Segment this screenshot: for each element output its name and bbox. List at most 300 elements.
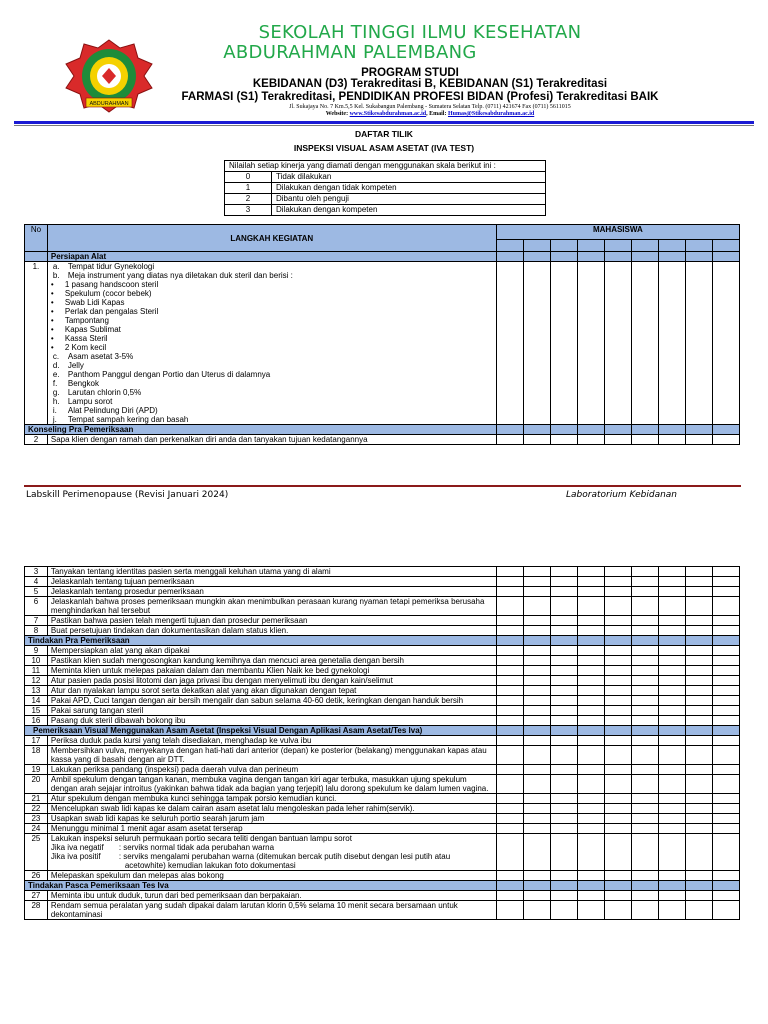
- checkbox-cell[interactable]: [523, 706, 550, 716]
- checkbox-cell[interactable]: [631, 567, 658, 577]
- list-item: i. Alat Pelindung Diri (APD): [52, 406, 158, 415]
- checkbox-cell[interactable]: [631, 765, 658, 775]
- checkbox-cell[interactable]: [631, 587, 658, 597]
- checkbox-cell[interactable]: [550, 676, 577, 686]
- checkbox-cell[interactable]: [631, 794, 658, 804]
- checkbox-cell[interactable]: [712, 626, 739, 636]
- checkbox-cell[interactable]: [604, 646, 631, 656]
- checkbox-cell[interactable]: [550, 824, 577, 834]
- checkbox-cell[interactable]: [523, 891, 550, 901]
- checkbox-cell[interactable]: [577, 577, 604, 587]
- checkbox-cell[interactable]: [550, 567, 577, 577]
- checkbox-cell[interactable]: [496, 775, 523, 794]
- checkbox-cell[interactable]: [496, 765, 523, 775]
- checkbox-cell[interactable]: [523, 567, 550, 577]
- checkbox-cell[interactable]: [685, 696, 712, 706]
- table-row: 14 Pakai APD, Cuci tangan dengan air bersih mengalir dan sabun selama 40-60 detik, keringkan dengan handuk bersih: [25, 696, 740, 706]
- checkbox-cell[interactable]: [685, 736, 712, 746]
- checkbox-cell[interactable]: [658, 716, 685, 726]
- checkbox-cell[interactable]: [496, 587, 523, 597]
- checkbox-cell[interactable]: [631, 716, 658, 726]
- checkbox-cell[interactable]: [577, 824, 604, 834]
- checkbox-cell[interactable]: [658, 686, 685, 696]
- checkbox-cell[interactable]: [631, 814, 658, 824]
- checkbox-cell[interactable]: [631, 804, 658, 814]
- checkbox-cell[interactable]: [577, 696, 604, 706]
- checkbox-cell[interactable]: [712, 646, 739, 656]
- checkbox-cell[interactable]: [604, 814, 631, 824]
- checkbox-cell[interactable]: [550, 666, 577, 676]
- table-row: 10 Pastikan klien sudah mengosongkan kandung kemihnya dan mencuci area genetalia dengan bersih: [25, 656, 740, 666]
- checkbox-cell[interactable]: [604, 656, 631, 666]
- checkbox-cell[interactable]: [685, 666, 712, 676]
- checkbox-cell[interactable]: [523, 696, 550, 706]
- checkbox-cell[interactable]: [658, 626, 685, 636]
- checkbox-cell[interactable]: [658, 616, 685, 626]
- checkbox-cell[interactable]: [658, 765, 685, 775]
- checkbox-cell[interactable]: [712, 794, 739, 804]
- list-item: j. Tempat sampah kering dan basah: [52, 415, 189, 424]
- scale-table: [224, 160, 546, 216]
- checkbox-cell[interactable]: [685, 794, 712, 804]
- checkbox-cell[interactable]: [685, 686, 712, 696]
- checkbox-cell[interactable]: [523, 804, 550, 814]
- checkbox-cell[interactable]: [631, 666, 658, 676]
- checkbox-cell[interactable]: [577, 891, 604, 901]
- checkbox-cell[interactable]: [604, 891, 631, 901]
- checkbox-cell[interactable]: [685, 646, 712, 656]
- website-link[interactable]: www.Stikesabdurahman.ac.id: [349, 111, 427, 117]
- checkbox-cell[interactable]: [658, 824, 685, 834]
- checkbox-cell[interactable]: [631, 577, 658, 587]
- address: Jl. Sukajaya No. 7 Km.5,5 Kel. Sukabangun Palembang - Sumatera Selatan Telp. (0711) 421674 Fax (0711) 5611015: [289, 104, 571, 110]
- checkbox-cell[interactable]: [604, 676, 631, 686]
- checkbox-cell[interactable]: [496, 666, 523, 676]
- checkbox-cell[interactable]: [604, 775, 631, 794]
- checkbox-cell[interactable]: [523, 577, 550, 587]
- section-row: [25, 636, 740, 646]
- checkbox-cell[interactable]: [523, 676, 550, 686]
- header-rule-thin: [14, 125, 754, 126]
- checkbox-cell[interactable]: [631, 656, 658, 666]
- table-row: 18 Membersihkan vulva, menyekanya dengan hati-hati dari anterior (depan) ke posterior (belakang) menggunakan kapas atau kassa yang di basahi dengan air DTT.: [25, 746, 740, 765]
- table-row: 28 Rendam semua peralatan yang sudah dipakai dalam larutan klorin 0,5% selama 10 menit secara bersamaan untuk dekontaminasi: [25, 901, 740, 920]
- checkbox-cell[interactable]: [604, 824, 631, 834]
- checkbox-cell[interactable]: [658, 587, 685, 597]
- checkbox-cell[interactable]: [550, 746, 577, 765]
- checkbox-cell[interactable]: [712, 716, 739, 726]
- section-konseling: Konseling Pra Pemeriksaan: [25, 425, 497, 435]
- checkbox-cell[interactable]: [604, 716, 631, 726]
- checkbox-cell[interactable]: [658, 567, 685, 577]
- section-tindakan-pasca: Tindakan Pasca Pemeriksaan Tes Iva: [25, 881, 497, 891]
- checkbox-cell[interactable]: [550, 814, 577, 824]
- checkbox-cell[interactable]: [523, 736, 550, 746]
- checkbox-cell[interactable]: [496, 616, 523, 626]
- table-row: 6 Jelaskanlah bahwa proses pemeriksaan mungkin akan menimbulkan perasaan kurang nyaman tetapi pemeriksa berusaha menghindarkan hal tersebut: [25, 597, 740, 616]
- checkbox-cell[interactable]: [658, 901, 685, 920]
- list-item: h. Lampu sorot: [52, 397, 113, 406]
- section-row: [25, 881, 740, 891]
- table-row: 21 Atur spekulum dengan membuka kunci sehingga tampak porsio kemudian kunci.: [25, 794, 740, 804]
- section-row: [25, 726, 740, 736]
- checkbox-cell[interactable]: [631, 626, 658, 636]
- table-row: 24 Menunggu minimal 1 menit agar asam asetat terserap: [25, 824, 740, 834]
- checkbox-cell[interactable]: [712, 577, 739, 587]
- checklist-table-page2: [24, 566, 740, 920]
- checkbox-cell[interactable]: [496, 891, 523, 901]
- checkbox-cell[interactable]: [577, 901, 604, 920]
- checkbox-cell[interactable]: [685, 804, 712, 814]
- footer-right: Laboratorium Kebidanan: [566, 490, 678, 500]
- checkbox-cell[interactable]: [523, 646, 550, 656]
- checkbox-cell[interactable]: [577, 567, 604, 577]
- checkbox-cell[interactable]: [496, 901, 523, 920]
- table-row: 2 Sapa klien dengan ramah dan perkenalkan diri anda dan tanyakan tujuan kedatangannya: [25, 435, 740, 445]
- contact-line: Website: www.Stikesabdurahman.ac.id, Email: Humas@Stikesabdurahman.ac.id: [325, 111, 535, 117]
- checkbox-cell[interactable]: [631, 775, 658, 794]
- checkbox-cell[interactable]: [685, 587, 712, 597]
- checkbox-cell[interactable]: [658, 775, 685, 794]
- scale-intro: Nilailah setiap kinerja yang diamati dengan menggunakan skala berikut ini :: [225, 161, 546, 172]
- list-item: f. Bengkok: [52, 379, 99, 388]
- website-label: Website:: [325, 111, 349, 117]
- footer-rule: [24, 485, 741, 487]
- checkbox-cell[interactable]: [658, 696, 685, 706]
- program-label: PROGRAM STUDI: [361, 67, 459, 79]
- checkbox-cell[interactable]: [712, 746, 739, 765]
- checkbox-cell[interactable]: [523, 775, 550, 794]
- checkbox-cell[interactable]: [550, 736, 577, 746]
- checkbox-cell[interactable]: [685, 891, 712, 901]
- checkbox-cell[interactable]: [685, 597, 712, 616]
- checkbox-cell[interactable]: [712, 676, 739, 686]
- checkbox-cell[interactable]: [496, 262, 523, 425]
- checkbox-cell[interactable]: [604, 626, 631, 636]
- list-item: g. Larutan chlorin 0,5%: [52, 388, 142, 397]
- checkbox-cell[interactable]: [685, 706, 712, 716]
- checkbox-cell[interactable]: [550, 577, 577, 587]
- checkbox-cell[interactable]: [712, 567, 739, 577]
- checkbox-cell[interactable]: [712, 597, 739, 616]
- checkbox-cell[interactable]: [523, 794, 550, 804]
- table-row: 3 Tanyakan tentang identitas pasien serta menggali keluhan utama yang di alami: [25, 567, 740, 577]
- table-row: 5 Jelaskanlah tentang prosedur pemeriksaan: [25, 587, 740, 597]
- checkbox-cell[interactable]: [577, 706, 604, 716]
- table-header-row: [25, 225, 740, 240]
- checkbox-cell[interactable]: [685, 567, 712, 577]
- checkbox-cell[interactable]: [685, 716, 712, 726]
- list-item: • Tampontang: [50, 316, 109, 325]
- checkbox-cell[interactable]: [496, 706, 523, 716]
- checkbox-cell[interactable]: [658, 736, 685, 746]
- checkbox-cell[interactable]: [577, 656, 604, 666]
- checkbox-cell[interactable]: [712, 616, 739, 626]
- list-item: • 2 Kom kecil: [50, 343, 107, 352]
- checkbox-cell[interactable]: [604, 577, 631, 587]
- checkbox-cell[interactable]: [577, 794, 604, 804]
- checkbox-cell[interactable]: [712, 775, 739, 794]
- checkbox-cell[interactable]: [604, 616, 631, 626]
- checkbox-cell[interactable]: [550, 765, 577, 775]
- checkbox-cell[interactable]: [550, 794, 577, 804]
- checkbox-cell[interactable]: [604, 736, 631, 746]
- table-row: 13 Atur dan nyalakan lampu sorot serta dekatkan alat yang akan digunakan dengan tepat: [25, 686, 740, 696]
- checkbox-cell[interactable]: [712, 736, 739, 746]
- institution-name-line2: ABDURAHMAN PALEMBANG: [223, 42, 477, 63]
- checkbox-cell[interactable]: [685, 765, 712, 775]
- list-item: e. Panthom Panggul dengan Portio dan Uterus di dalamnya: [52, 370, 271, 379]
- checkbox-cell[interactable]: [685, 824, 712, 834]
- checkbox-cell[interactable]: [523, 814, 550, 824]
- checkbox-cell[interactable]: [685, 676, 712, 686]
- checkbox-cell[interactable]: [658, 646, 685, 656]
- checkbox-cell[interactable]: [685, 656, 712, 666]
- scale-row: 0 Tidak dilakukan: [225, 172, 546, 183]
- checkbox-cell[interactable]: [577, 716, 604, 726]
- checkbox-cell[interactable]: [577, 814, 604, 824]
- list-item: • 1 pasang handscoon steril: [50, 280, 159, 289]
- table-row: 1. a. Tempat tidur Gynekologi b. Meja instrument yang diatas nya diletakan duk steril dan berisi : • 1 pasang handscoon steril • Spekulum (cocor bebek) • Swab Lidi Kapas • Perlak dan pengalas Steril • Tampontang • Kapas Sublimat • Kassa Steril • 2 Kom kecil c. Asam asetat 3-5% d. Jelly e. Panthom Panggul dengan Portio dan Uterus di dalamnya f. Bengkok g. Larutan chlorin 0,5% h. Lampu sorot i. Alat Pelindung Diri (APD) j. Tempat sampah kering dan basah: [25, 262, 740, 425]
- checkbox-cell[interactable]: [631, 676, 658, 686]
- checkbox-cell[interactable]: [550, 706, 577, 716]
- checkbox-cell[interactable]: [604, 804, 631, 814]
- instrument-list: [51, 280, 493, 352]
- checkbox-cell[interactable]: [523, 746, 550, 765]
- checkbox-cell[interactable]: [496, 794, 523, 804]
- list-item: d. Jelly: [52, 361, 84, 370]
- checkbox-cell[interactable]: [496, 577, 523, 587]
- table-row: 12 Atur pasien pada posisi litotomi dan jaga privasi ibu dengan menyelimuti ibu dengan kain/selimut: [25, 676, 740, 686]
- table-row: 9 Mempersiapkan alat yang akan dipakai: [25, 646, 740, 656]
- checkbox-cell[interactable]: [712, 891, 739, 901]
- checkbox-cell[interactable]: [577, 775, 604, 794]
- checkbox-cell[interactable]: [631, 746, 658, 765]
- checkbox-cell[interactable]: [550, 686, 577, 696]
- checkbox-cell[interactable]: [604, 567, 631, 577]
- checkbox-cell[interactable]: [631, 696, 658, 706]
- col-student-header: MAHASISWA: [496, 225, 739, 240]
- checkbox-cell[interactable]: [658, 706, 685, 716]
- checkbox-cell[interactable]: [550, 775, 577, 794]
- checkbox-cell[interactable]: [496, 656, 523, 666]
- checkbox-cell[interactable]: [658, 891, 685, 901]
- checkbox-cell[interactable]: [496, 824, 523, 834]
- section-row: [25, 252, 740, 262]
- checkbox-cell[interactable]: [550, 901, 577, 920]
- checkbox-cell[interactable]: [496, 567, 523, 577]
- checkbox-cell[interactable]: [550, 616, 577, 626]
- checkbox-cell[interactable]: [496, 676, 523, 686]
- checkbox-cell[interactable]: [523, 666, 550, 676]
- checkbox-cell[interactable]: [496, 814, 523, 824]
- checkbox-cell[interactable]: [496, 746, 523, 765]
- checkbox-cell[interactable]: [658, 656, 685, 666]
- checkbox-cell[interactable]: [604, 746, 631, 765]
- checkbox-cell[interactable]: [685, 775, 712, 794]
- checkbox-cell[interactable]: [685, 577, 712, 587]
- checkbox-cell[interactable]: [523, 901, 550, 920]
- checkbox-cell[interactable]: [523, 686, 550, 696]
- checkbox-cell[interactable]: [496, 686, 523, 696]
- table-row: 19 Lakukan periksa pandang (inspeksi) pada daerah vulva dan perineum: [25, 765, 740, 775]
- checkbox-cell[interactable]: [712, 587, 739, 597]
- table-row: 23 Usapkan swab lidi kapas ke seluruh portio searah jarum jam: [25, 814, 740, 824]
- checkbox-cell[interactable]: [631, 706, 658, 716]
- checkbox-cell[interactable]: [550, 587, 577, 597]
- step-1-content: a. Tempat tidur Gynekologi b. Meja instrument yang diatas nya diletakan duk steril dan berisi : • 1 pasang handscoon steril • Spekulum (cocor bebek) • Swab Lidi Kapas • Perlak dan pengalas Steril • Tampontang • Kapas Sublimat • Kassa Steril • 2 Kom kecil c. Asam asetat 3-5% d. Jelly e. Panthom Panggul dengan Portio dan Uterus di dalamnya f. Bengkok g. Larutan chlorin 0,5% h. Lampu sorot i. Alat Pelindung Diri (APD) j. Tempat sampah kering dan basah: [47, 262, 496, 425]
- checkbox-cell[interactable]: [577, 765, 604, 775]
- institution-name-line1: SEKOLAH TINGGI ILMU KESEHATAN: [258, 22, 582, 43]
- checkbox-cell[interactable]: [712, 804, 739, 814]
- checkbox-cell[interactable]: [577, 736, 604, 746]
- checkbox-cell[interactable]: [550, 597, 577, 616]
- checkbox-cell[interactable]: [685, 626, 712, 636]
- checkbox-cell[interactable]: [604, 587, 631, 597]
- checkbox-cell[interactable]: [550, 804, 577, 814]
- checkbox-cell[interactable]: [577, 804, 604, 814]
- checkbox-cell[interactable]: [523, 656, 550, 666]
- checkbox-cell[interactable]: [712, 765, 739, 775]
- list-item: • Perlak dan pengalas Steril: [50, 307, 159, 316]
- program-line2: FARMASI (S1) Terakreditasi, PENDIDIKAN PROFESI BIDAN (Profesi) Terakreditasi BAIK: [181, 91, 659, 103]
- checkbox-cell[interactable]: [496, 804, 523, 814]
- institution-logo: [64, 38, 154, 114]
- step-25-content: Lakukan inspeksi seluruh permukaan portio secara teliti dengan bantuan lampu sorot Jika iva negatif : serviks normal tidak ada perubahan warna Jika iva positif : serviks mengalami perubahan warna (ditemukan bercak putih disebut dengan lesi putih atau acetowhite) kemudian lakukan foto dokumentasi: [47, 834, 496, 871]
- checkbox-cell[interactable]: [658, 577, 685, 587]
- list-item: • Kassa Steril: [50, 334, 108, 343]
- email-label: Email:: [429, 111, 447, 117]
- checkbox-cell[interactable]: [631, 597, 658, 616]
- checkbox-cell[interactable]: [577, 597, 604, 616]
- table-row: 8 Buat persetujuan tindakan dan dokumentasikan dalam status klien.: [25, 626, 740, 636]
- list-item: • Kapas Sublimat: [50, 325, 121, 334]
- checkbox-cell[interactable]: [496, 696, 523, 706]
- checkbox-cell[interactable]: [631, 901, 658, 920]
- section-row: [25, 425, 740, 435]
- checkbox-cell[interactable]: [631, 891, 658, 901]
- checkbox-cell[interactable]: [523, 616, 550, 626]
- checkbox-cell[interactable]: [631, 686, 658, 696]
- table-row: 11 Meminta klien untuk melepas pakaian dalam dan membantu Klien Naik ke bed gynekologi: [25, 666, 740, 676]
- list-item: • Spekulum (cocor bebek): [50, 289, 152, 298]
- scale-row: 2 Dibantu oleh penguji: [225, 194, 546, 205]
- checkbox-cell[interactable]: [577, 746, 604, 765]
- section-tindakan-pra: Tindakan Pra Pemeriksaan: [25, 636, 497, 646]
- checkbox-cell[interactable]: [577, 616, 604, 626]
- checkbox-cell[interactable]: [631, 736, 658, 746]
- checkbox-cell[interactable]: [658, 676, 685, 686]
- list-item: • Swab Lidi Kapas: [50, 298, 125, 307]
- program-line1: KEBIDANAN (D3) Terakreditasi B, KEBIDANAN (S1) Terakreditasi: [252, 78, 608, 90]
- table-row: 26 Melepaskan spekulum dan melepas alas bokong: [25, 871, 740, 881]
- checkbox-cell[interactable]: [712, 706, 739, 716]
- footer-left: Labskill Perimenopause (Revisi Januari 2024): [26, 490, 229, 500]
- checkbox-cell[interactable]: [577, 587, 604, 597]
- checkbox-cell[interactable]: [550, 696, 577, 706]
- checkbox-cell[interactable]: [712, 814, 739, 824]
- checkbox-cell[interactable]: [631, 646, 658, 656]
- col-no-header: No: [25, 225, 48, 252]
- table-row: 22 Mencelupkan swab lidi kapas ke dalam cairan asam asetat lalu mengoleskan pada leher rahim(servik).: [25, 804, 740, 814]
- checkbox-cell[interactable]: [496, 597, 523, 616]
- section-persiapan: Persiapan Alat: [47, 252, 496, 262]
- checkbox-cell[interactable]: [685, 746, 712, 765]
- checkbox-cell[interactable]: [523, 597, 550, 616]
- checkbox-cell[interactable]: [523, 716, 550, 726]
- checkbox-cell[interactable]: [712, 901, 739, 920]
- checkbox-cell[interactable]: [523, 765, 550, 775]
- checkbox-cell[interactable]: [712, 666, 739, 676]
- checkbox-cell[interactable]: [577, 666, 604, 676]
- checkbox-cell[interactable]: [685, 814, 712, 824]
- table-row: 15 Pakai sarung tangan steril: [25, 706, 740, 716]
- checkbox-cell[interactable]: [496, 736, 523, 746]
- section-pemeriksaan: Pemeriksaan Visual Menggunakan Asam Asetat (Inspeksi Visual Dengan Aplikasi Asam Asetat/Tes Iva): [25, 726, 497, 736]
- checkbox-cell[interactable]: [550, 626, 577, 636]
- checkbox-cell[interactable]: [577, 676, 604, 686]
- checkbox-cell[interactable]: [577, 646, 604, 656]
- checkbox-cell[interactable]: [631, 616, 658, 626]
- checkbox-cell[interactable]: [496, 716, 523, 726]
- checkbox-cell[interactable]: [550, 646, 577, 656]
- table-row: 7 Pastikan bahwa pasien telah mengerti tujuan dan prosedur pemeriksaan: [25, 616, 740, 626]
- checkbox-cell[interactable]: [604, 901, 631, 920]
- checkbox-cell[interactable]: [550, 716, 577, 726]
- checkbox-cell[interactable]: [604, 794, 631, 804]
- checkbox-cell[interactable]: [604, 666, 631, 676]
- checkbox-cell[interactable]: [604, 765, 631, 775]
- table-row: 25 Lakukan inspeksi seluruh permukaan portio secara teliti dengan bantuan lampu sorot Jika iva negatif : serviks normal tidak ada perubahan warna Jika iva positif : serviks mengalami perubahan warna (ditemukan bercak putih disebut dengan lesi putih atau acetowhite) kemudian lakukan foto dokumentasi: [25, 834, 740, 871]
- checkbox-cell[interactable]: [496, 626, 523, 636]
- checkbox-cell[interactable]: [712, 656, 739, 666]
- email-link[interactable]: Humas@Stikesabdurahman.ac.id: [447, 111, 535, 117]
- checkbox-cell[interactable]: [658, 804, 685, 814]
- checkbox-cell[interactable]: [712, 696, 739, 706]
- list-item: c. Asam asetat 3-5%: [52, 352, 134, 361]
- checkbox-cell[interactable]: [496, 646, 523, 656]
- checkbox-cell[interactable]: [550, 891, 577, 901]
- checkbox-cell[interactable]: [658, 666, 685, 676]
- header-rule: [14, 121, 754, 124]
- checkbox-cell[interactable]: [604, 696, 631, 706]
- checkbox-cell[interactable]: [604, 597, 631, 616]
- table-row: 16 Pasang duk steril dibawah bokong ibu: [25, 716, 740, 726]
- checkbox-cell[interactable]: [550, 656, 577, 666]
- col-step-header: LANGKAH KEGIATAN: [47, 225, 496, 252]
- checkbox-cell[interactable]: [658, 794, 685, 804]
- table-row: 20 Ambil spekulum dengan tangan kanan, membuka vagina dengan tangan kiri agar terbuka, masukkan ujung spekulum dengan arah sejajar introitus (yakinkan bahwa tidak ada bagian yang terjepit) lalu dorong spekulum ke dalam lumen vagina.: [25, 775, 740, 794]
- checkbox-cell[interactable]: [523, 626, 550, 636]
- checkbox-cell[interactable]: [658, 814, 685, 824]
- checkbox-cell[interactable]: [523, 587, 550, 597]
- checkbox-cell[interactable]: [604, 686, 631, 696]
- checkbox-cell[interactable]: [658, 597, 685, 616]
- checklist-table-page1: [24, 224, 740, 445]
- checkbox-cell[interactable]: [577, 686, 604, 696]
- scale-row: 1 Dilakukan dengan tidak kompeten: [225, 183, 546, 194]
- table-row: 27 Meminta ibu untuk duduk, turun dari bed pemeriksaan dan berpakaian.: [25, 891, 740, 901]
- checkbox-cell[interactable]: [523, 824, 550, 834]
- checkbox-cell[interactable]: [631, 824, 658, 834]
- checkbox-cell[interactable]: [604, 706, 631, 716]
- checkbox-cell[interactable]: [685, 901, 712, 920]
- checkbox-cell[interactable]: [685, 616, 712, 626]
- checkbox-cell[interactable]: [712, 686, 739, 696]
- checkbox-cell[interactable]: [712, 824, 739, 834]
- checkbox-cell[interactable]: [577, 626, 604, 636]
- checkbox-cell[interactable]: [658, 746, 685, 765]
